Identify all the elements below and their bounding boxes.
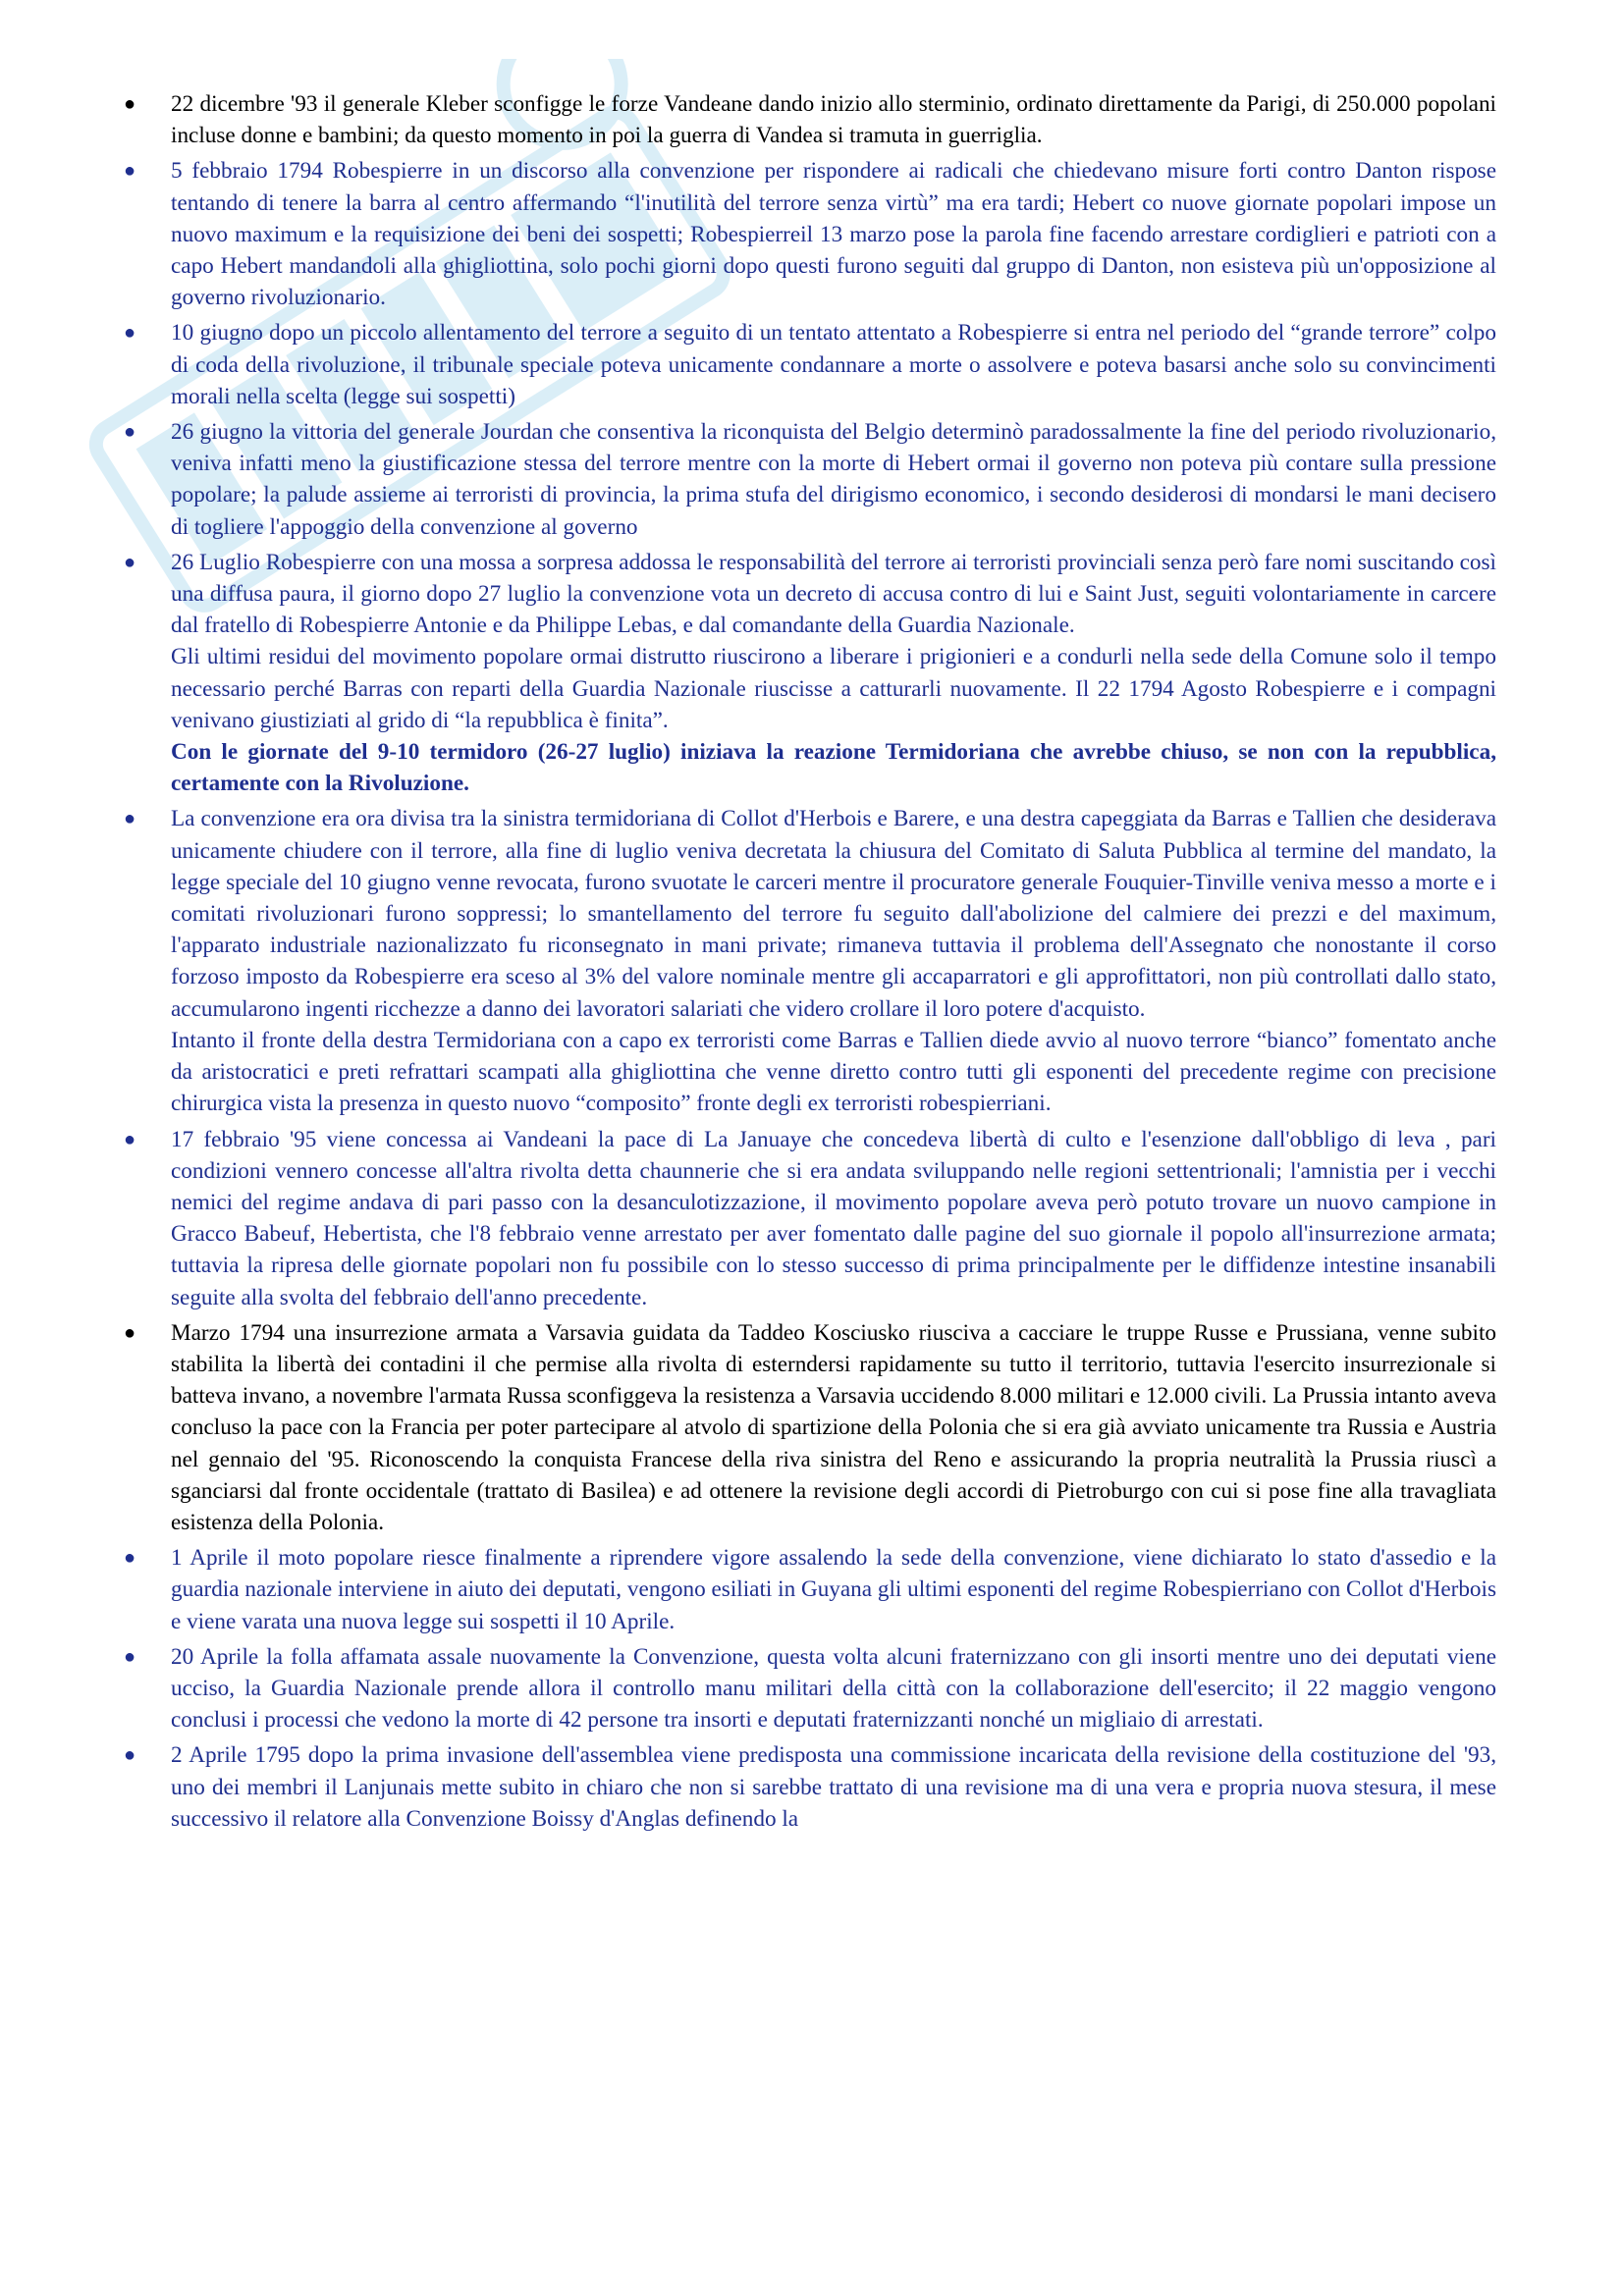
paragraph: Marzo 1794 una insurrezione armata a Varsavia guidata da Taddeo Kosciusko riusciva a cacciare le truppe Russe e Prussiana, venne subito stabilita la libertà dei contadini il che permise alla rivolta di esterndersi rapidamente su tutto il territorio, tuttavia l'esercito insurrezionale si batteva invano, a novembre l'armata Russa sconfiggeva la resistenza a Varsavia uccidendo 8.000 militari e 12.000 civili. La Prussia intanto aveva concluso la pace con la Francia per poter partecipare al atvolo di spartizione della Polonia che si era già avviato unicamente tra Russia e Austria nel gennaio del '95. Riconoscendo la conquista Francese della riva sinistra del Reno e assicurando la propria neutralità la Prussia riuscì a sganciarsi dal fronte occidentale (trattato di Basilea) e ad ottenere la revisione degli accordi di Pietroburgo con cui si pose fine alla travagliata esistenza della Polonia. [171, 1319, 1496, 1535]
list-item [118, 317, 1496, 412]
list-item [118, 1739, 1496, 1835]
bullet-icon: ● [124, 1645, 136, 1668]
paragraph: 5 febbraio 1794 Robespierre in un discorso alla convenzione per rispondere ai radicali che chiedevano misure forti contro Danton rispose tentando di tenere la barra al centro affermando “l'inutilità del terrore senza virtù” ma era tardi; Hebert co nuove giornate popolari impose un nuovo maximum e la requisizione dei beni dei sospetti; Robespierreil 13 marzo pose la parola fine facendo arrestare cordiglieri e patrioti con a capo Hebert mandandoli alla ghigliottina, solo pochi giorni dopo questi furono seguiti dal gruppo di Danton, non esisteva più un'opposizione al governo rivoluzionario. [171, 158, 1496, 311]
paragraph: 10 giugno dopo un piccolo allentamento del terrore a seguito di un tentato attentato a Robespierre si entra nel periodo del “grande terrore” colpo di coda della rivoluzione, il tribunale speciale poteva unicamente condannare a morte o assolvere e poteva basarsi anche solo su convincimenti morali nella scelta (legge sui sospetti) [171, 320, 1496, 409]
bullet-icon: ● [124, 1547, 136, 1570]
paragraph: 1 Aprile il moto popolare riesce finalmente a riprendere vigore assalendo la sede della convenzione, viene dichiarato lo stato d'assedio e la guardia nazionale interviene in aiuto dei deputati, vengono esiliati in Guyana gli ultimi esponenti del regime Robespierriano con Collot d'Herbois e viene varata una nuova legge sui sospetti il 10 Aprile. [171, 1545, 1496, 1634]
bullet-list [118, 88, 1496, 1839]
list-item [118, 1317, 1496, 1538]
paragraph: 17 febbraio '95 viene concessa ai Vandeani la pace di La Januaye che concedeva libertà di culto e l'esenzione dall'obbligo di leva , pari condizioni vennero concesse all'altra rivolta detta chaunnerie che si era andata sviluppando nelle regioni settentrionali; l'amnistia per i vecchi nemici del regime andava di pari passo con la desanculotizzazione, il movimento popolare aveva però potuto trovare un nuovo campione in Gracco Babeuf, Hebertista, che l'8 febbraio venne arrestato per aver fomentato dalle pagine del suo giornale il popolo all'insurrezione armata; tuttavia la ripresa delle giornate popolari non fu possibile con lo stesso successo di prima principalmente per le diffidenze intestine insanabili seguite alla svolta del febbraio dell'anno precedente. [171, 1126, 1496, 1310]
bullet-icon: ● [124, 160, 136, 183]
list-item [118, 416, 1496, 543]
bullet-icon: ● [124, 1128, 136, 1150]
bullet-icon: ● [124, 1744, 136, 1767]
paragraph: 22 dicembre '93 il generale Kleber sconfigge le forze Vandeane dando inizio allo sterminio, ordinato direttamente da Parigi, di 250.000 popolani incluse donne e bambini; da questo momento in poi la guerra di Vandea si tramuta in guerriglia. [171, 91, 1496, 149]
paragraph: La convenzione era ora divisa tra la sinistra termidoriana di Collot d'Herbois e Barere, e una destra capeggiata da Barras e Tallien che desiderava unicamente chiudere con il terrore, alla fine di luglio veniva decretata la chiusura del Comitato di Saluta Pubblica al termine del mandato, la legge speciale del 10 giugno venne revocata, furono svuotate le carceri mentre il procuratore generale Fouquier-Tinville veniva messo a morte e i comitati rivoluzionari furono soppressi; lo smantellamento del terrore fu seguito dall'abolizione del calmiere dei prezzi e del maximum, l'apparato industriale nazionalizzato fu riconsegnato in mani private; rimaneva tuttavia il problema dell'Assegnato che nonostante il corso forzoso imposto da Robespierre era sceso al 3% del valore nominale mentre gli accaparratori e gli approfittatori, non più controllati dallo stato, accumularono ingenti ricchezze a danno dei lavoratori salariati che videro crollare il loro potere d'acquisto. [171, 806, 1496, 1022]
list-item [118, 1542, 1496, 1637]
list-item [118, 547, 1496, 800]
list-item [118, 155, 1496, 313]
paragraph: 2 Aprile 1795 dopo la prima invasione dell'assemblea viene predisposta una commissione incaricata della revisione della costituzione del '93, uno dei membri il Lanjunais mette subito in chiaro che non si sarebbe trattato di una revisione ma di una vera e propria nuova stesura, il mese successivo il relatore alla Convenzione Boissy d'Anglas definendo la [171, 1742, 1496, 1832]
list-item [118, 1124, 1496, 1313]
bullet-icon: ● [124, 808, 136, 830]
list-item [118, 1641, 1496, 1736]
bullet-icon: ● [124, 1321, 136, 1344]
paragraph: 26 giugno la vittoria del generale Jourdan che consentiva la riconquista del Belgio determinò paradossalmente la fine del periodo rivoluzionario, veniva infatti meno la giustificazione stessa del terrore mentre con la morte di Hebert ormai il governo non poteva più contare sulla pressione popolare; la palude assieme ai terroristi di provincia, la prima stufa del dirigismo economico, i secondo desiderosi di mondarsi le mani decisero di togliere l'appoggio della convenzione al governo [171, 419, 1496, 540]
paragraph: Intanto il fronte della destra Termidoriana con a capo ex terroristi come Barras e Tallien diede avvio al nuovo terrore “bianco” fomentato anche da aristocratici e preti refrattari scampati alla ghigliottina che venne diretto contro tutti gli esponenti del precedente regime con precisione chirurgica vista la presenza in questo nuovo “composito” fronte degli ex terroristi robespierriani. [171, 1027, 1496, 1117]
bullet-icon: ● [124, 551, 136, 573]
bullet-icon: ● [124, 322, 136, 345]
paragraph: 26 Luglio Robespierre con una mossa a sorpresa addossa le responsabilità del terrore ai terroristi provinciali senza però fare nomi suscitando così una diffusa paura, il giorno dopo 27 luglio la convenzione vota un decreto di accusa contro di lui e Saint Just, seguiti volontariamente in carcere dal fratello di Robespierre Antonie e da Philippe Lebas, e dal comandante della Guardia Nazionale. [171, 549, 1496, 639]
paragraph: 20 Aprile la folla affamata assale nuovamente la Convenzione, questa volta alcuni fraternizzano con gli insorti mentre uno dei deputati viene ucciso, la Guardia Nazionale prende allora il controllo manu militari della città con la collaborazione dell'esercito; il 22 maggio vengono conclusi i processi che vedono la morte di 42 persone tra insorti e deputati fraternizzanti nonché un migliaio di arrestati. [171, 1643, 1496, 1734]
bullet-icon: ● [124, 421, 136, 444]
list-item [118, 88, 1496, 151]
list-item [118, 803, 1496, 1119]
paragraph: Gli ultimi residui del movimento popolare ormai distrutto riuscirono a liberare i prigionieri e a condurli nella sede della Comune solo il tempo necessario perché Barras con reparti della Guardia Nazionale riuscisse a catturarli nuovamente. Il 22 1794 Agosto Robespierre e i compagni venivano giustiziati al grido di “la repubblica è finita”. [171, 644, 1496, 733]
paragraph: Con le giornate del 9-10 termidoro (26-27 luglio) iniziava la reazione Termidoriana che avrebbe chiuso, se non con la repubblica, certamente con la Rivoluzione. [171, 739, 1496, 797]
bullet-icon: ● [124, 93, 136, 115]
